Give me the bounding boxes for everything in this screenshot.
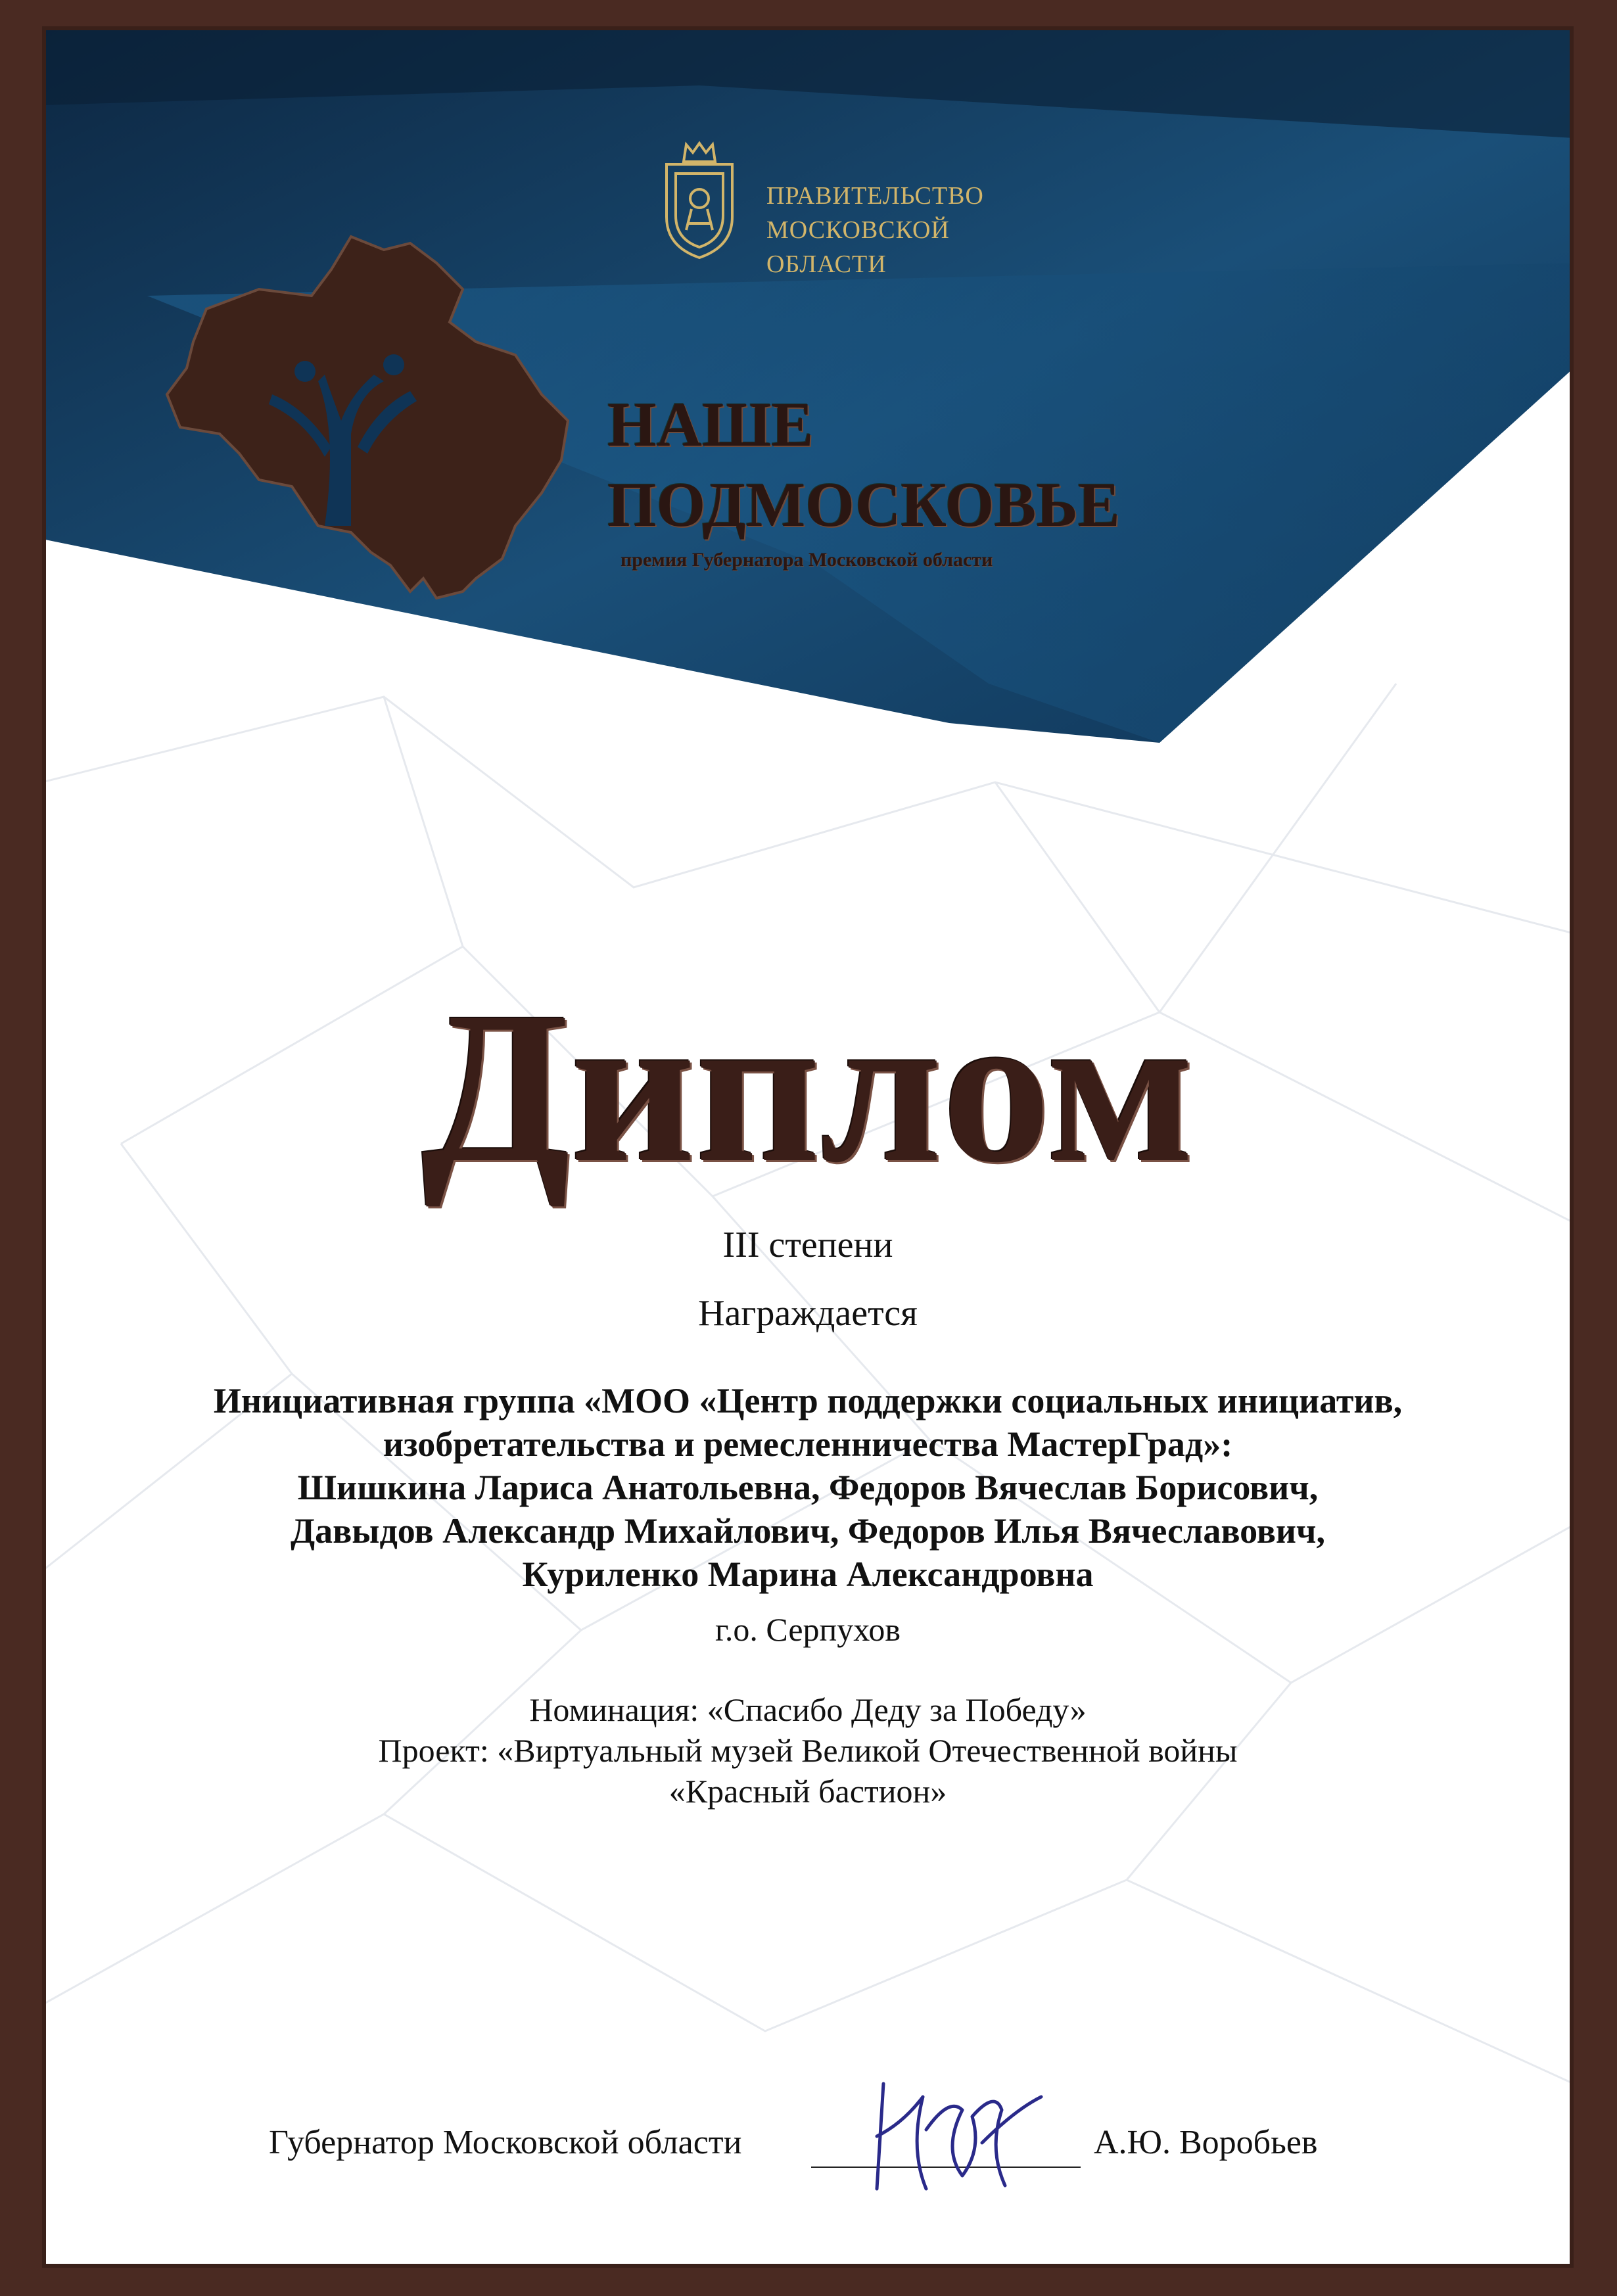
signer-position: Губернатор Московской области: [269, 2124, 742, 2161]
recipient-line: Шишкина Лариса Анатольевна, Федоров Вячеслав Борисович,: [297, 1468, 1319, 1507]
nomination-block: [42, 1689, 1574, 1812]
recipient-line: изобретательства и ремесленничества МастерГрад»:: [383, 1424, 1233, 1464]
recipient-line: Давыдов Александр Михайлович, Федоров Илья Вячеславович,: [290, 1511, 1325, 1551]
award-brand: [607, 385, 1120, 545]
recipient-line: Куриленко Марина Александровна: [522, 1555, 1094, 1594]
government-label: [766, 179, 984, 281]
city-label: г.о. Серпухов: [715, 1611, 901, 1648]
diploma-title: Диплом: [421, 968, 1194, 1207]
government-line: ОБЛАСТИ: [766, 250, 887, 278]
brand-line: ПОДМОСКОВЬЕ: [607, 469, 1120, 540]
government-line: МОСКОВСКОЙ: [766, 216, 950, 244]
nomination-label: Номинация: «Спасибо Деду за Победу»: [529, 1691, 1087, 1728]
brand-subtitle: премия Губернатора Московской области: [621, 549, 993, 571]
project-line: «Красный бастион»: [668, 1773, 947, 1810]
diploma-sheet: [42, 26, 1574, 2268]
recipient-block: [42, 1379, 1574, 1596]
recipient-line: Инициативная группа «МОО «Центр поддержки социальных инициатив,: [213, 1381, 1403, 1420]
signer-name: А.Ю. Воробьев: [1094, 2124, 1318, 2161]
diploma-degree: III степени: [722, 1225, 893, 1265]
coat-of-arms-icon: [647, 138, 752, 263]
government-line: ПРАВИТЕЛЬСТВО: [766, 182, 984, 210]
awarded-label: Награждается: [698, 1293, 918, 1334]
brand-line: НАШЕ: [607, 389, 814, 459]
project-line: Проект: «Виртуальный музей Великой Отечественной войны: [378, 1732, 1238, 1769]
handwritten-signature: [864, 2071, 1061, 2202]
